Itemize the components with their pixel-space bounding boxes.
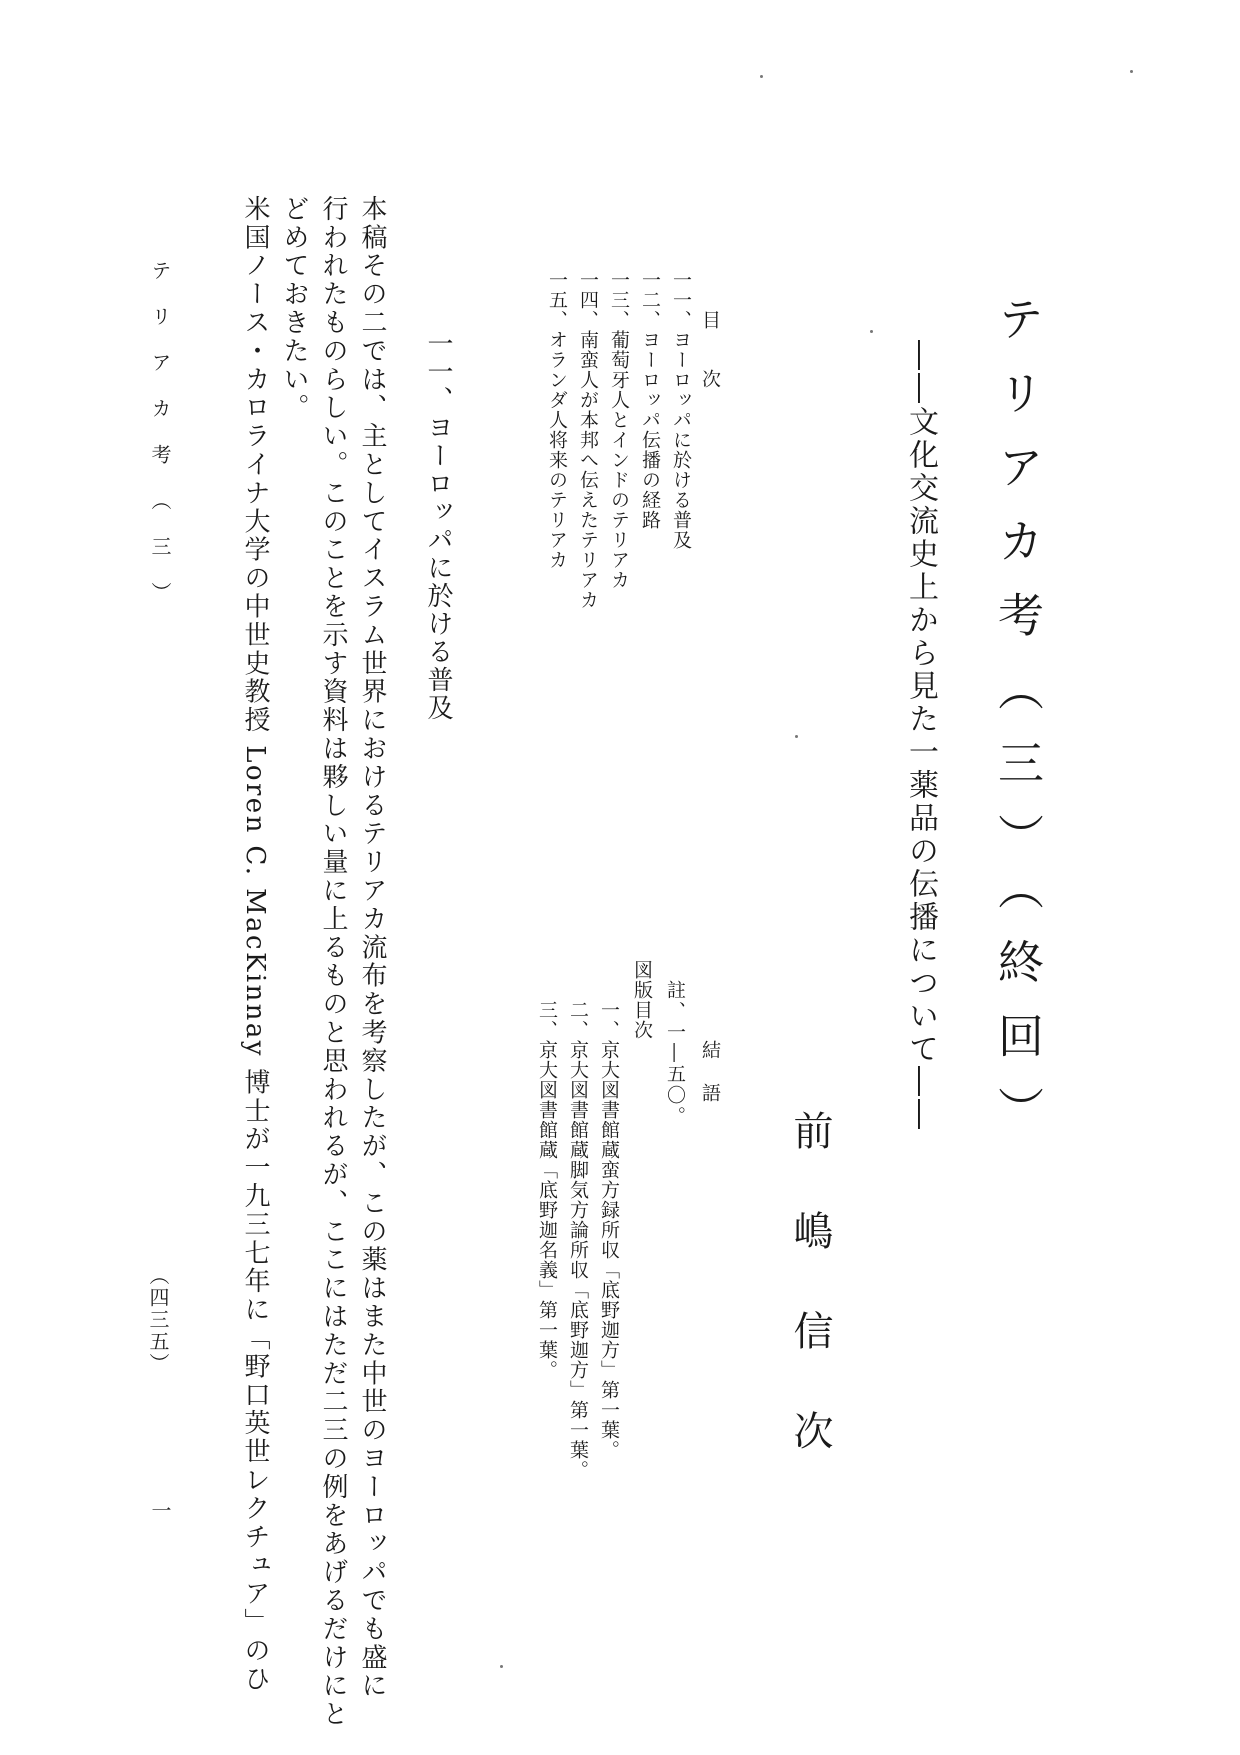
table-of-contents: [500, 270, 690, 670]
body-line: 本稿その二では、主としてイスラム世界におけるテリアカ流布を考察したが、この薬はまた中世のヨーロッパでも盛に: [357, 195, 387, 1701]
toc-item: 一三、葡萄牙人とインドのテリアカ: [608, 270, 630, 590]
scan-speck: [1130, 70, 1133, 73]
conclusion-heading: 結語: [699, 1040, 721, 1126]
toc-item: 一五、オランダ人将来のテリアカ: [546, 270, 568, 570]
body-line: 行われたものらしい。このことを示す資料は夥しい量に上るものと思われるが、ここにはただ二三の例をあげるだけにと: [318, 195, 348, 1729]
scan-speck: [500, 1665, 503, 1668]
scan-speck: [760, 75, 763, 78]
scan-speck: [870, 330, 873, 333]
toc-item: 一一、ヨーロッパに於ける普及: [670, 270, 692, 550]
toc-item: 一二、ヨーロッパ伝播の経路: [639, 270, 661, 530]
running-head: テリアカ考（三）: [148, 260, 172, 628]
article-title: テリアカ考（三）（終回）: [991, 295, 1045, 1160]
notes-reference: 註、一―五〇。: [664, 980, 686, 1127]
toc-item: 一四、南蛮人が本邦へ伝えたテリアカ: [577, 270, 599, 610]
scan-speck: [795, 735, 798, 738]
figure-item: 二、京大図書館蔵脚気方論所収「底野迦方」第一葉。: [567, 1000, 589, 1480]
figure-item: 一、京大図書館蔵蛮方録所収「底野迦方」第一葉。: [598, 1000, 620, 1460]
author-name: 前嶋信次: [787, 1110, 833, 1510]
figure-list: [508, 1000, 618, 1560]
figure-list-heading: 図版目次: [631, 960, 653, 1040]
article-subtitle: ――文化交流史上から見た一薬品の伝播について――: [903, 340, 938, 1132]
body-paragraph: [195, 195, 387, 1729]
figure-item: 三、京大図書館蔵「底野迦名義」第一葉。: [536, 1000, 558, 1380]
body-line: どめておきたい。: [279, 195, 309, 423]
page-code: （四三五）: [146, 1265, 170, 1375]
section-heading: 一一、ヨーロッパに於ける普及: [423, 330, 453, 722]
page-number: 一: [148, 1500, 172, 1520]
toc-heading: 目次: [699, 310, 721, 428]
body-line: 米国ノース・カロライナ大学の中世史教授 Loren C. MacKinnay 博士が一九三七年に「野口英世レクチュア」のひ: [240, 195, 270, 1694]
